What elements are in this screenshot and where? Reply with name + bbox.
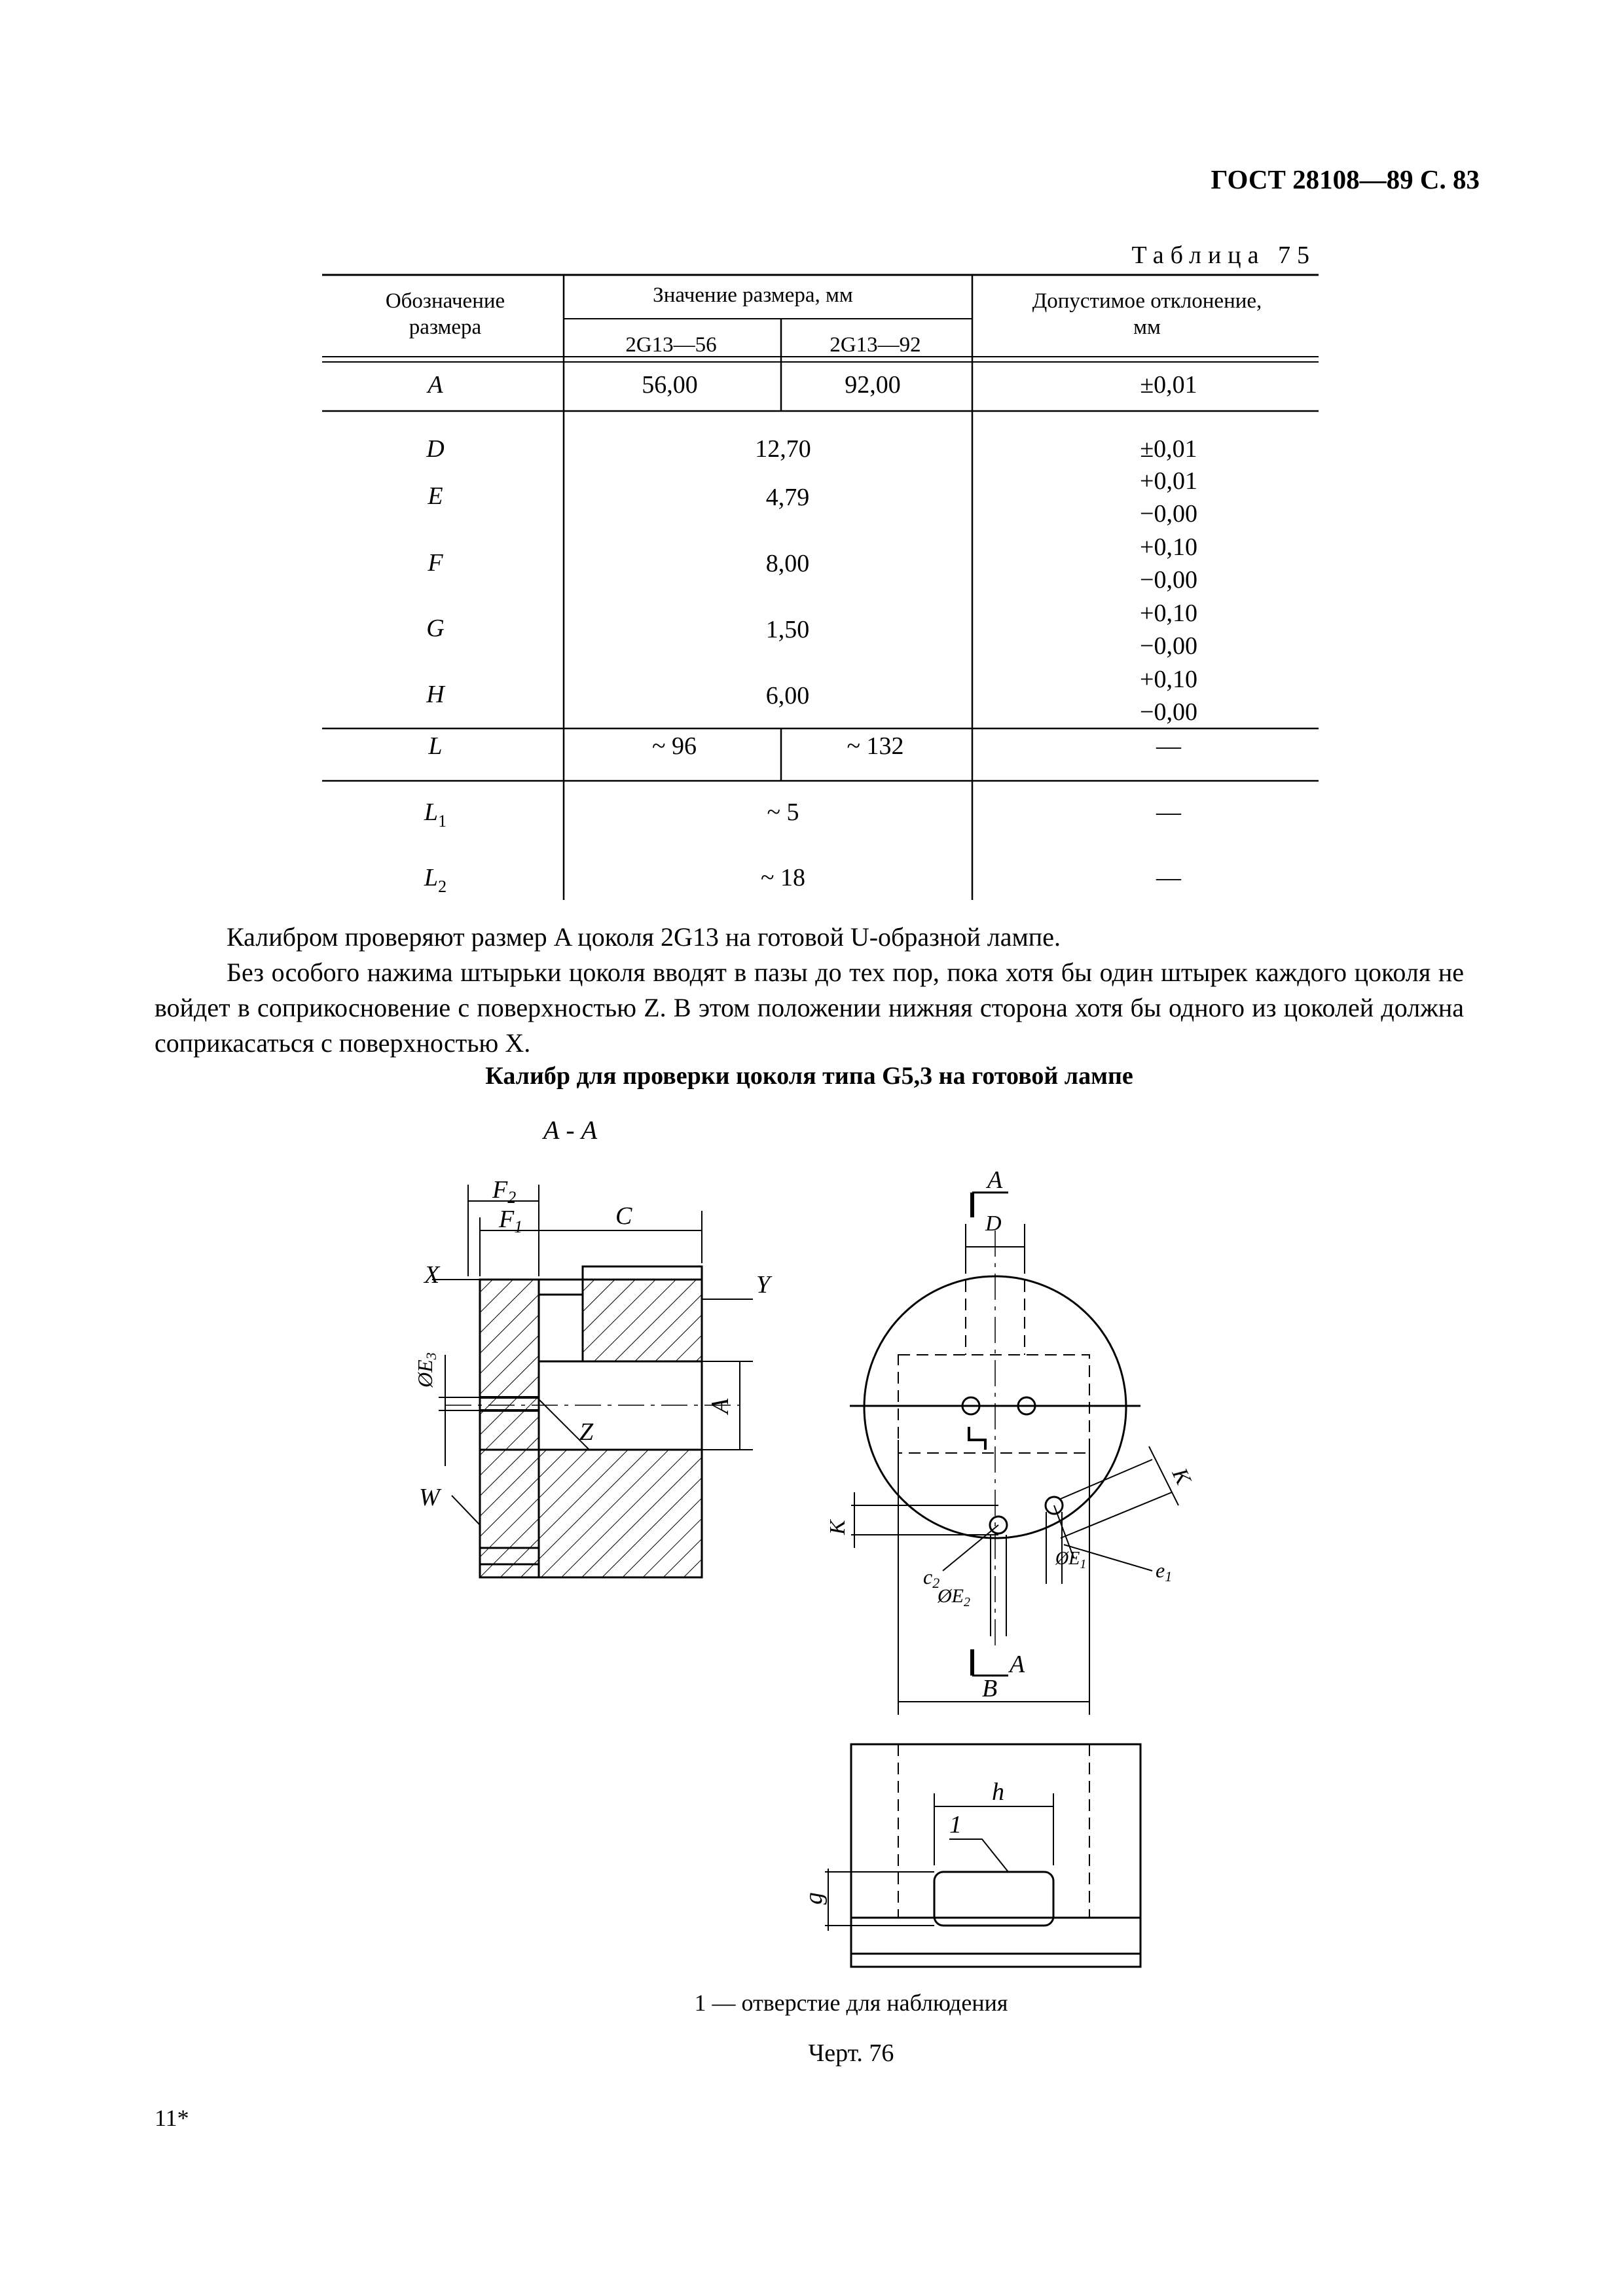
label-x: X [424, 1261, 440, 1289]
label-c2: c2 [923, 1565, 940, 1591]
label-a-top: A [987, 1166, 1003, 1194]
row-l2-tol: — [1156, 864, 1181, 891]
row-l-v2: ~ 132 [847, 732, 904, 760]
header-sub1: 2G13—56 [625, 333, 717, 357]
row-l-v1: ~ 96 [651, 732, 697, 760]
label-e1-small: e1 [1156, 1558, 1173, 1585]
row-l1-name: $L_1$ [424, 798, 447, 831]
table-caption: Таблица 75 [1131, 242, 1316, 269]
row-l-tol: — [1156, 732, 1181, 760]
row-a-v2: 92,00 [845, 371, 901, 399]
label-f2: $F_2$ [492, 1176, 517, 1207]
section-view [432, 1185, 753, 1577]
row-d-v: 12,70 [755, 435, 811, 463]
row-h-name: H [426, 681, 445, 708]
elevation-labels [800, 1778, 1004, 1905]
row-g-tol-minus: −0,00 [1140, 632, 1197, 660]
label-a-bottom: A [1010, 1651, 1025, 1678]
label-d: D [985, 1211, 1002, 1236]
row-d-tol: ±0,01 [1140, 435, 1197, 463]
drawing-title: Калибр для проверки цоколя типа G5,3 на готовой лампе [485, 1062, 1133, 1090]
row-e-name: E [428, 482, 443, 510]
label-e2: $ØE_2$ [938, 1585, 970, 1609]
row-l2-name: $L_2$ [424, 864, 447, 896]
header-col3-line2: мм [1133, 315, 1161, 339]
page-header: ГОСТ 28108—89 С. 83 [1211, 164, 1480, 194]
label-y: Y [756, 1271, 771, 1299]
plan-view [850, 1193, 1178, 1715]
row-a-v1: 56,00 [642, 371, 698, 399]
label-e1: $ØE_1$ [1055, 1549, 1087, 1571]
label-f1: $F_1$ [499, 1206, 523, 1236]
elevation-view [825, 1744, 1140, 1967]
row-l-name: L [428, 732, 443, 760]
footer-mark: 11* [155, 2105, 189, 2131]
row-f-tol-minus: −0,00 [1140, 566, 1197, 594]
label-c: C [615, 1202, 632, 1230]
row-h-tol-minus: −0,00 [1140, 698, 1197, 726]
row-a-tol: ±0,01 [1140, 371, 1197, 399]
legend: 1 — отверстие для наблюдения [694, 1990, 1008, 2016]
row-l1-tol: — [1156, 798, 1181, 826]
header-col3-line1: Допустимое отклонение, [1032, 289, 1262, 313]
row-h-tol-plus: +0,10 [1140, 666, 1197, 693]
row-d-name: D [426, 435, 445, 463]
row-e-v: 4,79 [765, 484, 810, 511]
section-label: А - А [543, 1115, 598, 1145]
row-l2-v: ~ 18 [760, 864, 806, 891]
row-f-tol-plus: +0,10 [1140, 533, 1197, 561]
row-f-v: 8,00 [765, 550, 810, 577]
paragraph-2: Без особого нажима штырьки цоколя вводят в пазы до тех пор, пока хотя бы один штырек каждого цоколя не войдет в соприкосновение с поверхностью Z. В этом положении нижняя сторона хотя бы одного из цоколей должна соприкасаться с поверхностью X. [155, 958, 1464, 1058]
label-b: B [982, 1675, 998, 1702]
drawing-labels [541, 1115, 598, 1145]
row-a-name: A [428, 371, 443, 399]
label-k-right: K [1167, 1464, 1195, 1488]
label-e3: ØE3 [413, 1352, 439, 1388]
header-sub2: 2G13—92 [830, 333, 921, 357]
label-w: W [419, 1484, 440, 1511]
header-col1-line1: Обозначение [385, 289, 505, 313]
row-l1-v: ~ 5 [767, 798, 799, 826]
row-f-name: F [428, 549, 443, 577]
label-a-dim: A [706, 1398, 734, 1414]
label-g: g [800, 1892, 828, 1905]
row-g-tol-plus: +0,10 [1140, 600, 1197, 627]
paragraph-1: Калибром проверяют размер A цоколя 2G13 на готовой U-образной лампе. [227, 922, 1061, 952]
label-h: h [992, 1778, 1004, 1806]
label-k-left: K [826, 1520, 850, 1535]
row-h-v: 6,00 [765, 682, 810, 709]
figure-caption: Черт. 76 [808, 2039, 894, 2067]
header-col2: Значение размера, мм [653, 283, 853, 307]
header-col1-line2: размера [409, 315, 482, 339]
row-g-name: G [426, 615, 445, 642]
label-z: Z [579, 1418, 594, 1446]
row-g-v: 1,50 [765, 616, 810, 643]
row-e-tol-minus: −0,00 [1140, 500, 1197, 528]
row-e-tol-plus: +0,01 [1140, 467, 1197, 495]
label-1: 1 [949, 1811, 962, 1839]
